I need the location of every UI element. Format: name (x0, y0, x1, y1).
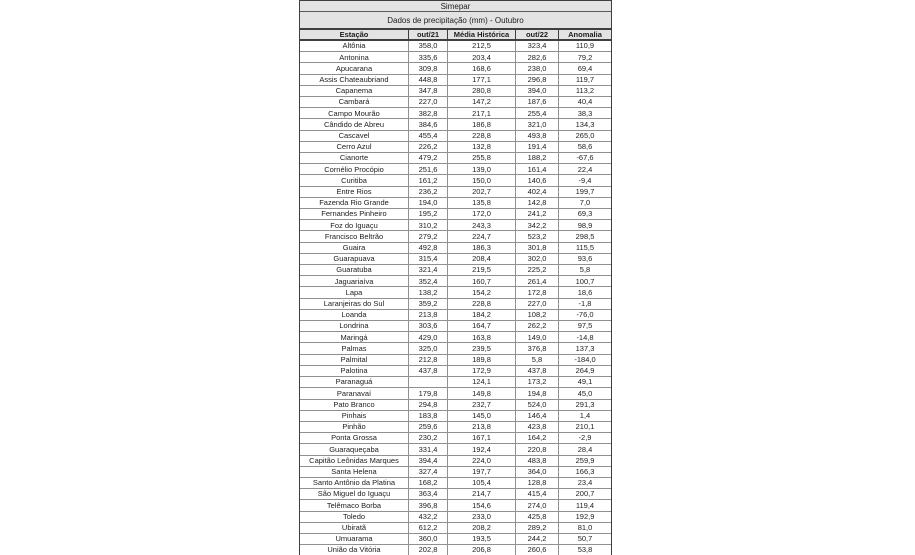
out22-cell: 402,4 (516, 187, 559, 197)
table-row (300, 86, 611, 97)
media-historica-cell: 105,4 (448, 478, 516, 488)
out22-cell: 262,2 (516, 321, 559, 331)
table-row (300, 243, 611, 254)
station-cell: Santo Antônio da Platina (300, 478, 409, 488)
station-cell: Paranavaí (300, 388, 409, 398)
station-cell: Ubiratã (300, 523, 409, 533)
station-cell: Loanda (300, 310, 409, 320)
anomalia-cell: 119,4 (575, 500, 595, 510)
media-historica-cell: 163,8 (448, 332, 516, 342)
table-row (300, 467, 611, 478)
out21-cell: 325,0 (409, 343, 448, 353)
out21-cell: 394,4 (409, 456, 448, 466)
column-header-media-historica: Média Histórica (448, 30, 516, 39)
table-row (300, 321, 611, 332)
out22-cell: 342,2 (516, 220, 559, 230)
table-row (300, 456, 611, 467)
station-cell: Fernandes Pinheiro (300, 209, 409, 219)
anomalia-cell: 23,4 (577, 478, 593, 488)
out21-cell: 315,4 (409, 254, 448, 264)
table-row (300, 187, 611, 198)
table-row (300, 500, 611, 511)
media-historica-cell: 172,9 (448, 366, 516, 376)
out21-cell: 183,8 (409, 411, 448, 421)
station-cell: Palmas (300, 343, 409, 353)
out21-cell: 327,4 (409, 467, 448, 477)
out22-cell: 161,4 (516, 164, 559, 174)
anomalia-cell: 166,3 (575, 467, 595, 477)
out21-cell: 195,2 (409, 209, 448, 219)
out22-cell: 296,8 (516, 75, 559, 85)
out21-cell: 179,8 (409, 388, 448, 398)
anomalia-cell: 119,7 (575, 74, 595, 84)
out22-cell: 5,8 (516, 355, 559, 365)
out21-cell: 226,2 (409, 142, 448, 152)
table-row (300, 287, 611, 298)
out21-cell: 360,0 (409, 534, 448, 544)
table-row (300, 388, 611, 399)
out22-cell: 364,0 (516, 467, 559, 477)
station-cell: Paranaguá (300, 377, 409, 387)
anomalia-cell: 100,7 (575, 276, 595, 286)
out21-cell: 202,8 (409, 545, 448, 555)
out22-cell: 255,4 (516, 108, 559, 118)
station-cell: União da Vitória (300, 545, 409, 555)
out21-cell: 382,8 (409, 108, 448, 118)
anomalia-cell: -76,0 (576, 310, 594, 320)
table-row (300, 119, 611, 130)
out21-cell: 194,0 (409, 198, 448, 208)
media-historica-cell: 232,7 (448, 400, 516, 410)
media-historica-cell: 233,0 (448, 512, 516, 522)
out21-cell (409, 377, 448, 387)
out22-cell: 302,0 (516, 254, 559, 264)
media-historica-cell: 149,8 (448, 388, 516, 398)
out22-cell: 146,4 (516, 411, 559, 421)
out21-cell: 310,2 (409, 220, 448, 230)
media-historica-cell: 213,8 (448, 422, 516, 432)
media-historica-cell: 203,4 (448, 52, 516, 62)
anomalia-cell: 69,3 (577, 209, 593, 219)
table-title: Simepar (440, 1, 471, 11)
out22-cell: 194,8 (516, 388, 559, 398)
anomalia-cell: 38,3 (577, 108, 593, 118)
anomalia-cell: 110,9 (575, 41, 595, 51)
anomalia-cell: 137,3 (575, 343, 595, 353)
station-cell: Apucarana (300, 63, 409, 73)
anomalia-cell: 50,7 (577, 534, 593, 544)
media-historica-cell: 168,6 (448, 63, 516, 73)
anomalia-cell: 264,9 (575, 366, 595, 376)
out22-cell: 128,8 (516, 478, 559, 488)
out22-cell: 523,2 (516, 231, 559, 241)
anomalia-cell: 45,0 (577, 388, 593, 398)
media-historica-cell: 177,1 (448, 75, 516, 85)
table-row (300, 63, 611, 74)
anomalia-cell: 134,3 (575, 119, 595, 129)
out22-cell: 220,8 (516, 444, 559, 454)
media-historica-cell: 154,2 (448, 287, 516, 297)
anomalia-cell: 298,5 (575, 231, 595, 241)
out22-cell: 423,8 (516, 422, 559, 432)
out22-cell: 225,2 (516, 265, 559, 275)
anomalia-cell: 93,6 (577, 254, 593, 264)
anomalia-cell: -67,6 (576, 153, 594, 163)
anomalia-cell: 1,4 (579, 411, 591, 421)
out21-cell: 309,8 (409, 63, 448, 73)
table-subtitle: Dados de precipitação (mm) - Outubro (387, 15, 524, 25)
anomalia-cell: 192,9 (575, 511, 595, 521)
media-historica-cell: 217,1 (448, 108, 516, 118)
out22-cell: 260,6 (516, 545, 559, 555)
station-cell: Fazenda Rio Grande (300, 198, 409, 208)
column-header-estacao: Estação (300, 30, 409, 39)
out21-cell: 352,4 (409, 276, 448, 286)
media-historica-cell: 192,4 (448, 444, 516, 454)
out21-cell: 448,8 (409, 75, 448, 85)
table-row (300, 512, 611, 523)
media-historica-cell: 255,8 (448, 153, 516, 163)
out22-cell: 173,2 (516, 377, 559, 387)
table-row (300, 545, 611, 555)
out21-cell: 230,2 (409, 433, 448, 443)
out22-cell: 524,0 (516, 400, 559, 410)
anomalia-cell: 291,3 (575, 399, 595, 409)
table-row (300, 41, 611, 52)
out21-cell: 358,0 (409, 41, 448, 51)
precipitation-table (299, 0, 612, 555)
anomalia-cell: 97,5 (577, 321, 593, 331)
station-cell: Assis Chateaubriand (300, 75, 409, 85)
station-cell: São Miguel do Iguaçu (300, 489, 409, 499)
media-historica-cell: 228,8 (448, 299, 516, 309)
anomalia-cell: 81,0 (577, 523, 593, 533)
table-row (300, 198, 611, 209)
media-historica-cell: 214,7 (448, 489, 516, 499)
media-historica-cell: 202,7 (448, 187, 516, 197)
table-row (300, 164, 611, 175)
anomalia-cell: -9,4 (578, 175, 592, 185)
media-historica-cell: 150,0 (448, 175, 516, 185)
out22-cell: 274,0 (516, 500, 559, 510)
anomalia-cell: 210,1 (575, 422, 595, 432)
table-row (300, 489, 611, 500)
media-historica-cell: 139,0 (448, 164, 516, 174)
out22-cell: 149,0 (516, 332, 559, 342)
table-title-row (300, 1, 611, 12)
table-row (300, 332, 611, 343)
out21-cell: 321,4 (409, 265, 448, 275)
station-cell: Cândido de Abreu (300, 119, 409, 129)
station-cell: Laranjeiras do Sul (300, 299, 409, 309)
station-cell: Jaguariaíva (300, 276, 409, 286)
out21-cell: 335,6 (409, 52, 448, 62)
table-row (300, 411, 611, 422)
station-cell: Toledo (300, 512, 409, 522)
station-cell: Cianorte (300, 153, 409, 163)
station-cell: Altônia (300, 41, 409, 51)
anomalia-cell: 265,0 (575, 130, 595, 140)
out22-cell: 164,2 (516, 433, 559, 443)
table-row (300, 209, 611, 220)
station-cell: Lapa (300, 287, 409, 297)
out21-cell: 161,2 (409, 175, 448, 185)
out21-cell: 251,6 (409, 164, 448, 174)
anomalia-cell: -184,0 (574, 355, 596, 365)
station-cell: Palmital (300, 355, 409, 365)
media-historica-cell: 167,1 (448, 433, 516, 443)
media-historica-cell: 224,0 (448, 456, 516, 466)
out21-cell: 227,0 (409, 97, 448, 107)
out21-cell: 612,2 (409, 523, 448, 533)
station-cell: Capanema (300, 86, 409, 96)
station-cell: Cornélio Procópio (300, 164, 409, 174)
media-historica-cell: 147,2 (448, 97, 516, 107)
station-cell: Curitiba (300, 175, 409, 185)
anomalia-cell: 115,5 (575, 243, 595, 252)
anomalia-cell: -2,9 (578, 433, 592, 443)
station-cell: Londrina (300, 321, 409, 331)
table-row (300, 310, 611, 321)
table-row (300, 97, 611, 108)
out21-cell: 359,2 (409, 299, 448, 309)
out22-cell: 394,0 (516, 86, 559, 96)
media-historica-cell: 160,7 (448, 276, 516, 286)
station-cell: Foz do Iguaçu (300, 220, 409, 230)
media-historica-cell: 197,7 (448, 467, 516, 477)
media-historica-cell: 172,0 (448, 209, 516, 219)
out22-cell: 321,0 (516, 119, 559, 129)
table-row (300, 343, 611, 354)
anomalia-cell: 49,1 (577, 377, 593, 387)
station-cell: Campo Mourão (300, 108, 409, 118)
media-historica-cell: 239,5 (448, 343, 516, 353)
out22-cell: 301,8 (516, 243, 559, 253)
table-row (300, 276, 611, 287)
out22-cell: 191,4 (516, 142, 559, 152)
table-row (300, 299, 611, 310)
table-row (300, 377, 611, 388)
table-row (300, 131, 611, 142)
table-row (300, 75, 611, 86)
media-historica-cell: 189,8 (448, 355, 516, 365)
station-cell: Palotina (300, 366, 409, 376)
out22-cell: 437,8 (516, 366, 559, 376)
anomalia-cell: 5,8 (579, 265, 591, 275)
out21-cell: 396,8 (409, 500, 448, 510)
anomalia-cell: 18,6 (577, 287, 593, 297)
anomalia-cell: 200,7 (575, 489, 595, 499)
out21-cell: 429,0 (409, 332, 448, 342)
station-cell: Guaira (300, 243, 409, 253)
media-historica-cell: 124,1 (448, 377, 516, 387)
column-header-out22: out/22 (516, 30, 559, 39)
out22-cell: 227,0 (516, 299, 559, 309)
table-row (300, 444, 611, 455)
out21-cell: 492,8 (409, 243, 448, 253)
out21-cell: 138,2 (409, 287, 448, 297)
table-row (300, 366, 611, 377)
anomalia-cell: 22,4 (577, 164, 593, 174)
out22-cell: 172,8 (516, 287, 559, 297)
out22-cell: 415,4 (516, 489, 559, 499)
station-cell: Cerro Azul (300, 142, 409, 152)
out22-cell: 261,4 (516, 276, 559, 286)
station-cell: Cambará (300, 97, 409, 107)
out21-cell: 479,2 (409, 153, 448, 163)
table-row (300, 422, 611, 433)
out21-cell: 236,2 (409, 187, 448, 197)
table-row (300, 254, 611, 265)
table-row (300, 478, 611, 489)
out22-cell: 483,8 (516, 456, 559, 466)
media-historica-cell: 219,5 (448, 265, 516, 275)
table-row (300, 142, 611, 153)
out22-cell: 323,4 (516, 41, 559, 51)
media-historica-cell: 208,4 (448, 254, 516, 264)
table-row (300, 52, 611, 63)
out22-cell: 282,6 (516, 52, 559, 62)
table-row (300, 220, 611, 231)
table-row (300, 265, 611, 276)
media-historica-cell: 224,7 (448, 231, 516, 241)
table-row (300, 523, 611, 534)
media-historica-cell: 164,7 (448, 321, 516, 331)
table-row (300, 108, 611, 119)
anomalia-cell: -1,8 (578, 299, 592, 309)
table-row (300, 400, 611, 411)
out21-cell: 212,8 (409, 355, 448, 365)
anomalia-cell: 98,9 (577, 220, 593, 230)
anomalia-cell: 28,4 (577, 444, 593, 454)
out22-cell: 188,2 (516, 153, 559, 163)
out21-cell: 432,2 (409, 512, 448, 522)
table-subtitle-row (300, 12, 611, 30)
anomalia-cell: -14,8 (576, 332, 594, 342)
anomalia-cell: 53,8 (577, 545, 593, 555)
media-historica-cell: 132,8 (448, 142, 516, 152)
station-cell: Entre Rios (300, 187, 409, 197)
column-header-out21: out/21 (409, 30, 448, 39)
station-cell: Pinhais (300, 411, 409, 421)
station-cell: Maringá (300, 332, 409, 342)
media-historica-cell: 184,2 (448, 310, 516, 320)
anomalia-cell: 199,7 (575, 186, 595, 196)
media-historica-cell: 186,8 (448, 119, 516, 129)
out22-cell: 238,0 (516, 63, 559, 73)
out21-cell: 437,8 (409, 366, 448, 376)
out21-cell: 384,6 (409, 119, 448, 129)
table-row (300, 175, 611, 186)
station-cell: Guaratuba (300, 265, 409, 275)
media-historica-cell: 208,2 (448, 523, 516, 533)
out22-cell: 241,2 (516, 209, 559, 219)
media-historica-cell: 280,8 (448, 86, 516, 96)
out22-cell: 140,6 (516, 175, 559, 185)
station-cell: Ponta Grossa (300, 433, 409, 443)
station-cell: Cascavel (300, 131, 409, 141)
station-cell: Pinhão (300, 422, 409, 432)
out21-cell: 303,6 (409, 321, 448, 331)
out22-cell: 108,2 (516, 310, 559, 320)
anomalia-cell: 259,9 (575, 455, 595, 465)
media-historica-cell: 193,5 (448, 534, 516, 544)
station-cell: Santa Helena (300, 467, 409, 477)
anomalia-cell: 40,4 (577, 97, 593, 107)
out22-cell: 187,6 (516, 97, 559, 107)
column-header-anomalia: Anomalia (568, 30, 602, 39)
table-row (300, 231, 611, 242)
media-historica-cell: 206,8 (448, 545, 516, 555)
anomalia-cell: 79,2 (577, 52, 593, 62)
out21-cell: 213,8 (409, 310, 448, 320)
out22-cell: 425,8 (516, 512, 559, 522)
media-historica-cell: 212,5 (448, 41, 516, 51)
table-row (300, 153, 611, 164)
table-row (300, 355, 611, 366)
station-cell: Pato Branco (300, 400, 409, 410)
anomalia-cell: 69,4 (577, 63, 593, 73)
station-cell: Umuarama (300, 534, 409, 544)
station-cell: Antonina (300, 52, 409, 62)
out22-cell: 142,8 (516, 198, 559, 208)
table-row (300, 433, 611, 444)
table-body (300, 41, 611, 555)
out21-cell: 347,8 (409, 86, 448, 96)
anomalia-cell: 58,6 (577, 142, 593, 152)
station-cell: Telêmaco Borba (300, 500, 409, 510)
out22-cell: 376,8 (516, 343, 559, 353)
out21-cell: 294,8 (409, 400, 448, 410)
station-cell: Guarapuava (300, 254, 409, 264)
station-cell: Capitão Leônidas Marques (300, 456, 409, 466)
out22-cell: 493,8 (516, 131, 559, 141)
media-historica-cell: 154,6 (448, 500, 516, 510)
out21-cell: 331,4 (409, 444, 448, 454)
out22-cell: 244,2 (516, 534, 559, 544)
anomalia-cell: 113,2 (575, 86, 595, 96)
out21-cell: 363,4 (409, 489, 448, 499)
out21-cell: 279,2 (409, 231, 448, 241)
table-header-row (300, 30, 611, 41)
out21-cell: 455,4 (409, 131, 448, 141)
media-historica-cell: 145,0 (448, 411, 516, 421)
station-cell: Francisco Beltrão (300, 231, 409, 241)
anomalia-cell: 7,0 (579, 198, 591, 208)
out21-cell: 259,6 (409, 422, 448, 432)
media-historica-cell: 186,3 (448, 243, 516, 253)
media-historica-cell: 243,3 (448, 220, 516, 230)
media-historica-cell: 228,8 (448, 131, 516, 141)
station-cell: Guaraqueçaba (300, 444, 409, 454)
out21-cell: 168,2 (409, 478, 448, 488)
out22-cell: 289,2 (516, 523, 559, 533)
media-historica-cell: 135,8 (448, 198, 516, 208)
table-row (300, 534, 611, 545)
